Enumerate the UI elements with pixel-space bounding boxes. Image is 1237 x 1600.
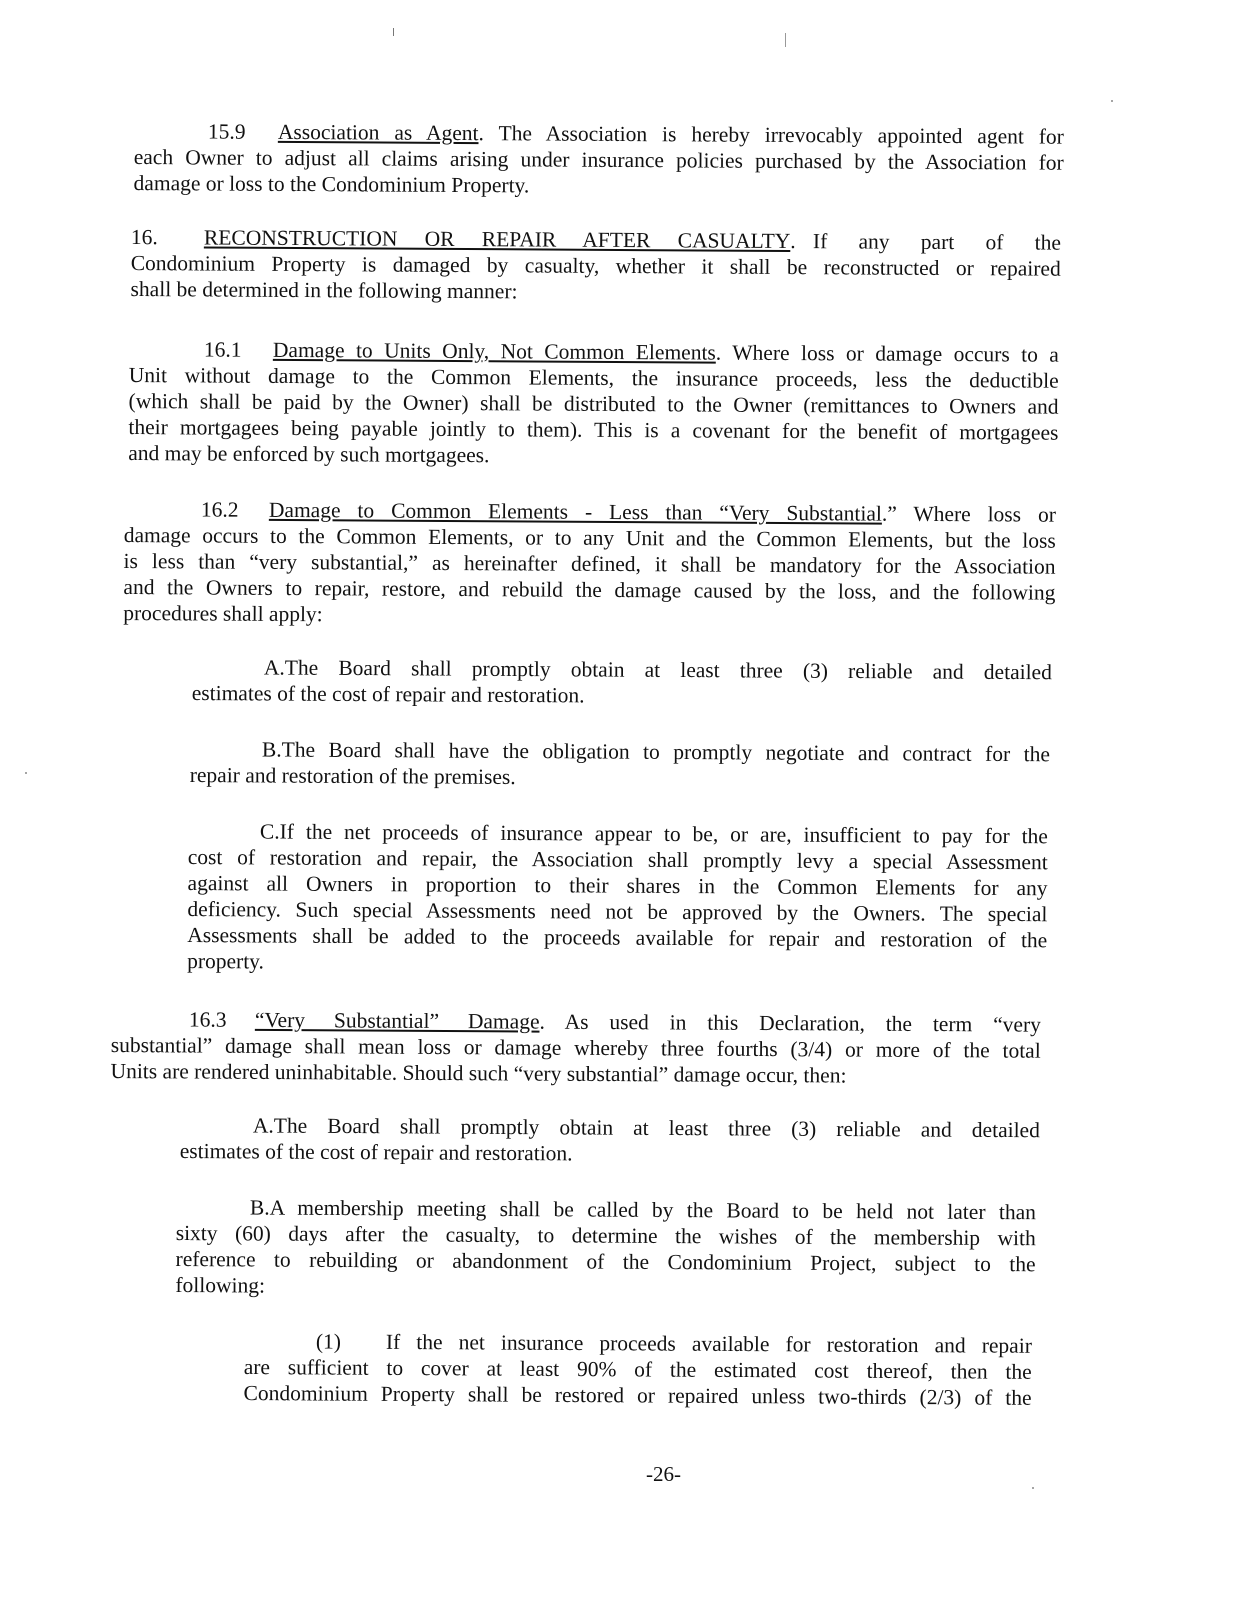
- section-number: 16.1: [203, 337, 242, 362]
- item-label: B.: [261, 737, 282, 762]
- text-fragment: If the net proceeds of insurance appear to be, or are, insufficient to pay for the: [279, 819, 1048, 849]
- scan-artifact: [393, 28, 394, 36]
- text-line: deficiency. Such special Assessments need not be approved by the Owners. The special: [187, 896, 1048, 927]
- section-number: 16.: [130, 224, 158, 250]
- text-line: repair and restoration of the premises.: [189, 762, 516, 789]
- section-16-2-item-c: [187, 818, 1048, 979]
- section-number: 16.3: [188, 1007, 227, 1032]
- text-line: Units are rendered uninhabitable. Should such “very substantial” damage occur, then:: [110, 1058, 847, 1088]
- section-heading: RECONSTRUCTION OR REPAIR AFTER CASUALTY: [203, 225, 791, 254]
- heading-suffix: .”: [881, 501, 897, 526]
- section-16-3: [111, 1006, 1041, 1090]
- text-fragment: As used in this Declaration, the term “very: [564, 1009, 1041, 1037]
- text-line: are sufficient to cover at least 90% of the estimated cost thereof, then the: [243, 1354, 1032, 1384]
- section-heading: Damage to Common Elements - Less than “Very Substantial: [268, 497, 883, 526]
- text-line: substantial” damage shall mean loss or damage whereby three fourths (3/4) or more of the total: [110, 1032, 1041, 1063]
- text-line: (which shall be paid by the Owner) shall be distributed to the Owner (remittances to Owners and: [128, 388, 1059, 419]
- text-line: procedures shall apply:: [123, 600, 323, 627]
- text-fragment: A membership meeting shall be called by the Board to be held not later than: [269, 1195, 1036, 1225]
- text-line: estimates of the cost of repair and restoration.: [191, 680, 585, 708]
- text-line: 16.1 Damage to Units Only, Not Common Elements. Where loss or damage occurs to a: [203, 337, 1059, 367]
- scan-artifact: [25, 772, 27, 774]
- section-16-2: [123, 496, 1056, 632]
- text-line: is less than “very substantial,” as hereinafter defined, it shall be mandatory for the Association: [123, 548, 1056, 579]
- section-heading: Association as Agent: [277, 119, 479, 146]
- text-line: their mortgagees being payable jointly to them). This is a covenant for the benefit of mortgagees: [128, 414, 1059, 445]
- item-label: A.: [263, 655, 285, 680]
- text-line: 15.9 Association as Agent. The Association is hereby irrevocably appointed agent for: [207, 119, 1064, 149]
- section-heading: Damage to Units Only, Not Common Elements: [272, 337, 716, 365]
- section-16-3-item-b-sub-1: [244, 1328, 1032, 1411]
- text-line: Assessments shall be added to the proceeds available for repair and restoration of the: [187, 922, 1048, 953]
- text-line: cost of restoration and repair, the Association shall promptly levy a special Assessment: [187, 844, 1048, 875]
- section-number: 15.9: [207, 119, 246, 144]
- text-line: against all Owners in proportion to their shares in the Common Elements for any: [187, 870, 1048, 901]
- page-number: -26-: [646, 1462, 681, 1486]
- item-label: B.: [249, 1195, 270, 1220]
- text-fragment: If the net insurance proceeds available for restoration and repair: [385, 1329, 1032, 1358]
- scan-artifact: [785, 33, 786, 47]
- item-label: C.: [259, 819, 280, 844]
- text-line: estimates of the cost of repair and restoration.: [179, 1138, 573, 1166]
- section-16-3-item-a: [180, 1112, 1040, 1169]
- text-line: shall be determined in the following manner:: [130, 276, 518, 304]
- item-label: A.: [252, 1113, 274, 1138]
- text-line: reference to rebuilding or abandonment of the Condominium Project, subject to the: [175, 1246, 1036, 1277]
- section-16-2-item-b: [190, 736, 1050, 793]
- scan-artifact: [1032, 1487, 1034, 1489]
- text-line: sixty (60) days after the casualty, to determine the wishes of the membership with: [175, 1220, 1036, 1251]
- text-fragment: If any part of the: [812, 229, 1061, 255]
- text-line: damage occurs to the Common Elements, or to any Unit and the Common Elements, but the loss: [123, 522, 1056, 553]
- text-fragment: The Board shall promptly obtain at least three (3) reliable and detailed: [284, 655, 1052, 685]
- text-line: Unit without damage to the Common Elements, the insurance proceeds, less the deductible: [128, 362, 1059, 393]
- text-line: damage or loss to the Condominium Property.: [133, 170, 530, 198]
- text-line: following:: [175, 1272, 266, 1298]
- text-line: each Owner to adjust all claims arising under insurance policies purchased by the Association for: [133, 144, 1064, 175]
- text-line: and the Owners to repair, restore, and rebuild the damage caused by the loss, and the following: [123, 574, 1056, 605]
- text-fragment: Where loss or damage occurs to a: [732, 340, 1059, 367]
- scan-artifact: [1111, 100, 1113, 102]
- section-number: 16.2: [200, 497, 239, 522]
- section-15-9: [134, 118, 1064, 202]
- text-line: and may be enforced by such mortgagees.: [128, 440, 490, 468]
- section-16-2-item-a: [192, 654, 1052, 711]
- section-16-1: [128, 336, 1059, 472]
- text-line: property.: [187, 948, 265, 974]
- text-fragment: Where loss or: [913, 501, 1056, 527]
- text-fragment: The Board shall promptly obtain at least three (3) reliable and detailed: [273, 1113, 1040, 1143]
- section-heading: “Very Substantial” Damage: [254, 1007, 540, 1034]
- text-fragment: The Board shall have the obligation to promptly negotiate and contract for the: [281, 737, 1050, 767]
- section-16-3-item-b: [175, 1194, 1036, 1303]
- text-fragment: The Association is hereby irrevocably appointed agent for: [498, 121, 1064, 149]
- item-label: (1): [315, 1329, 342, 1354]
- text-line: 16.3 “Very Substantial” Damage. As used in this Declaration, the term “very: [188, 1007, 1041, 1037]
- text-line: Condominium Property is damaged by casualty, whether it shall be reconstructed or repaired: [130, 250, 1061, 281]
- text-line: 16. RECONSTRUCTION OR REPAIR AFTER CASUALTY. If any part of the: [130, 224, 1061, 255]
- text-line: Condominium Property shall be restored or repaired unless two-thirds (2/3) of the: [243, 1380, 1032, 1410]
- section-16: [131, 224, 1061, 308]
